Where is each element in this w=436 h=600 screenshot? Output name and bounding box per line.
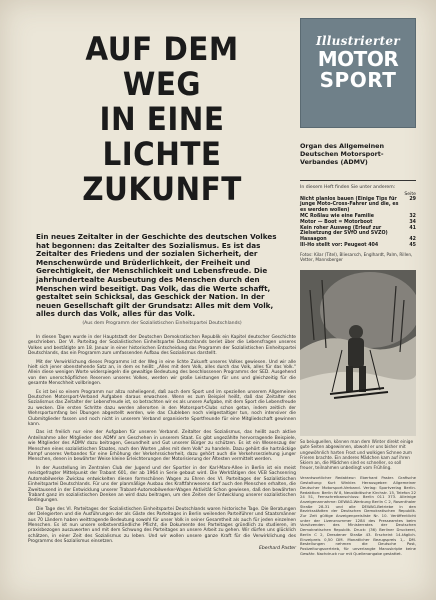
toc-item-page: 42 xyxy=(409,237,416,243)
intro-quote: Ein neues Zeitalter in der Geschichte des deutschen Volkes hat begonnen: das Zeitalter des Sozialismus. Es ist das Zeitalter des Friedens und der sozialen Sicherheit, der Menschenwürde und Brüderlichkeit, der Freiheit und Gerechtigkeit, der Menschlichkeit und Lebensfreude. Die jahrhundertealte Ausbeutung des Menschen durch den Menschen wird beseitigt. Das Volk, das die Werte schafft, gestaltet sein Schicksal, das Geschick der Nation. In der neuen Gesellschaft gilt der Grundsatz: Alles mit dem Volk, alles durch das Volk, alles für das Volk. xyxy=(36,232,277,319)
author-signature: Eberhard Paster xyxy=(258,545,296,551)
toc-item[interactable] xyxy=(300,243,416,249)
headline-line: AUF DEM xyxy=(85,30,239,68)
body-paragraph: Es ist bei so einem Programm nur allzu naheliegend, daß auch dem Sport und im speziellen unserem Allgemeinen Deutschen Motorsport-Verband Aufgaben daraus erwachsen. Wenn es zum Beispiel heißt, daß das Zeitalter des Sozialismus das Zeitalter der Lebensfreude ist, so betrachten wir es als unsere Aufgabe, mit dem Sport die Lebensfreude zu wecken. Die ersten Schritte dazu werden allerorten in den Motorsport-Clubs schon getan, indem zeitlich der Wehrsportumfang bei Übungen abgestellt werden, wie das Clubleben noch vielgestaltiger tun, noch intensiver die Clubmitglieder fassen und noch nicht in unserem Verband organisierte Sportfreunde für eine Mitgliedschaft gewinnen kann. xyxy=(28,389,296,428)
toc-item-title: Hasaagon xyxy=(300,237,327,243)
quote-source: (Aus dem Programm der Sozialistischen Einheitspartei Deutschlands) xyxy=(82,320,242,326)
toc-item-page: 34 xyxy=(409,219,416,225)
body-paragraph: Die Tage des VI. Parteitages der Sozialistischen Einheitspartei Deutschlands waren historische Tage. Die Beratungen der Delegierten und die Ausführungen der als Gäste des Parteitages in Berlin weilenden Parteiführer und Staatsmänner aus 70 Ländern haben weittragende Bedeutung sowohl für unser Volk in seiner Gesamtheit als auch für jeden einzelnen Menschen. Es ist nun unsere selbstverständliche Pflicht, die Dokumente des Parteitages gründlich zu studieren, im praxisbezogen auszuwerten und mit dem Schwung des Parteitages an unsere Arbeit zu gehen. Wir dürfen uns glücklich schätzen, in einer Zeit des Sozialismus zu leben. Und wir wollen unsere ganze Kraft für die Verwirklichung des Programms des Sozialismus einsetzen. xyxy=(28,506,296,545)
body-paragraph: Das ist freilich nur eine der Aufgaben für unseren Verband. Zeitalter des Sozialismus, das heißt auch aktive Anteilnahme aller Mitglieder des ADMV am Geschehen in unserem Staat. Es gibt ungezählte hervorragende Beispiele, wie Mitglieder des ADMV dazu beitragen, Gesundheit und Gut unserer Bürger zu schützen. Es ist ein Wesenszug der Menschen eines sozialistischen Staates, nach den Worten „alles mit dem Volk" zu handeln. Dazu gehört die hartnäckige Kampf unseres Verbandes für eine Erhöhung der Verkehrssicherheit, dazu gehört auch die Verkehrserziehung junger Menschen, denen in bewährter Weise kleine Erleichterungen der Motorisierung der Ältesten vermittelt werden. xyxy=(28,430,296,463)
organ-statement: Organ des Allgemeinen Deutschen Motorsport-Verbandes (ADMV) xyxy=(300,142,385,166)
toc-item-title: Ill-Ho stellt vor: Peugeot 404 xyxy=(300,242,379,248)
imprint: Verantwortlicher Redakteur: Eberhard Paster. Grafische Gestaltung: Kurt Winkler. Herausgeber: Allgemeiner Deutscher Motorsport-Verband. Verlag: Sportverlag Berlin. Redaktion: Berlin W 8, Neustädtische Kirchstr. 15, Telefon 22 24 51, Fernschreibanschluss: Berlin 011 373. Alleinige Anzeigenannahme: DEWAG-Werbung Berlin C 2, Rosenthaler Straße 28-31 und alle DEWAG-Betriebe in den Bezirksstädten der Deutschen Demokratischen Republik. Zur Zeit gültige Anzeigenpreisliste Nr. 10. Veröffentlicht unter der Lizenznummer 1284 des Presseamtes beim Vorsitzenden des Ministerrates der Deutschen Demokratischen Republik. Druck: (36) Berliner Druckerei, Berlin C 2, Dresdener Straße 43. Erscheint 14-täglich. Einzelpreis 0,50 DM. Monatlicher Bezugspreis 1,- DM. Bestellungen nehmen die Deutsche Post, Postzeitungsvertrieb, für unverlangte Manuskripte keine Gewähr. Nachdruck nur mit Quellenangabe gestattet. xyxy=(300,475,416,556)
toc-item-title: Kein roher Ausweg (Erleuf zur Zielsetzung der SVfO und SVZO) xyxy=(300,225,388,237)
headline-line: LICHTE ZUKUNFT xyxy=(82,135,242,208)
article-body xyxy=(28,335,296,545)
masthead-line-3: SPORT xyxy=(319,68,397,92)
body-paragraph: In diesen Tagen wurde in der Hauptstadt der Deutschen Demokratischen Republik ein Kapitel deutscher Geschichte geschrieben. Der VI. Parteitag der Sozialistischen Einheitspartei Deutschlands beriet über die Lebensfragen unseres Volkes und bestätigte am 18. Januar in einer historischen Entscheidung das Programm der Sozialistischen Einheitspartei Deutschlands, das ein Programm zum umfassenden Aufbau des Sozialismus darstellt. xyxy=(28,334,296,357)
masthead-line-2: MOTOR xyxy=(317,47,399,71)
article-column xyxy=(28,18,296,551)
winter-photo xyxy=(300,270,416,436)
body-paragraph: Mit der Verwirklichung dieses Programms ist der Weg in eine lichte Zukunft unseres Volkes gewiesen. Und wir alle hielt sich jener obenstehende Satz an, in dem es heißt: „Alles mit dem Volk, alles durch das Volk, alles für das Volk." Allein diese wenigen Worte widerspiegeln die gewaltige Bedeutung des beschlossenen Programms der SED. Ausgehend von den unerschöpflichen Reserven unseres Volkes, werden wir große Leistungen für uns und gleichzeitig für die gesamte Menschheit vollbringen. xyxy=(28,359,296,387)
toc-item[interactable] xyxy=(300,197,416,214)
photo-caption: So beiuguellen, können man dem Winter direkt einige gute Seiten abgewinnen, obwohl er uns bisher mit ungewöhnlich harten Frost und wolkigen Schnee zum Frieren brachte. Ein anderes Mädchen kam auf ihren Skiern an, die Mädchen sind es schneller, so soll freuer, teilnahmen unbedingt vom Frühling. xyxy=(300,439,414,471)
table-of-contents xyxy=(300,197,416,249)
divider xyxy=(300,180,416,181)
toc-item-page: 29 xyxy=(409,196,416,202)
toc-item-title: MC Roßlau wie eine Familie xyxy=(300,213,375,219)
toc-item-page: 45 xyxy=(409,242,416,248)
toc-item-title: Nicht planlos bauen (Einige Tips für junge Moto-Cross-Fahrer und die, es es werden wollen) xyxy=(300,196,399,214)
toc-item-page: 41 xyxy=(409,225,416,231)
headline xyxy=(39,32,286,207)
toc-item[interactable] xyxy=(300,226,416,238)
headline-line: WEG xyxy=(122,65,202,103)
toc-intro: In diesem Heft finden Sie unter anderem: xyxy=(300,185,396,190)
photo-credits: Fotos: Kilar (Titel), Bliesarsch, Englhardt, Palm, Rillen, Vetter, Mannsberger xyxy=(300,251,413,262)
sidebar-column xyxy=(300,18,416,556)
toc-item-page: 32 xyxy=(409,213,416,219)
masthead-line-1: Illustrierter xyxy=(316,34,400,48)
winter-photo-illustration xyxy=(300,270,416,436)
body-paragraph: In der Ausstellung im Zentralen Club der Jugend und der Sportler in der Karl-Marx-Allee in Berlin ist ein meist meistgefragter Mittelpunkt der Trabant 601, der ab 1964 in Serie gebaut wird. Die Werktätigen des VEB Sachsenring Automobilwerke Zwickau entwickelten diesen formschönen Wagen zu Ehren des VI. Parteitages der Sozialistischen Einheitspartei Deutschlands. Für uns der planmäßige Ausbau des Kraftfahrwesens darf auch den Menschen erhalten, die Zweitausend in der Entwicklung unserer Trabant-Automobilwerker-Wagen Aktivität Schon gewiesen, daß den bewährten Trabant ganz im sozialistischen Denken an wird dazu beitragen, um den Zeiten der Entwicklung unserer sozialistischen Bedingungen. xyxy=(28,465,296,504)
headline-line: IN EINE xyxy=(99,100,225,138)
toc-page-label: Seite xyxy=(404,191,416,197)
toc-item-title: Motor — Boot = Motorboot xyxy=(300,219,373,225)
masthead-logo xyxy=(300,18,416,128)
